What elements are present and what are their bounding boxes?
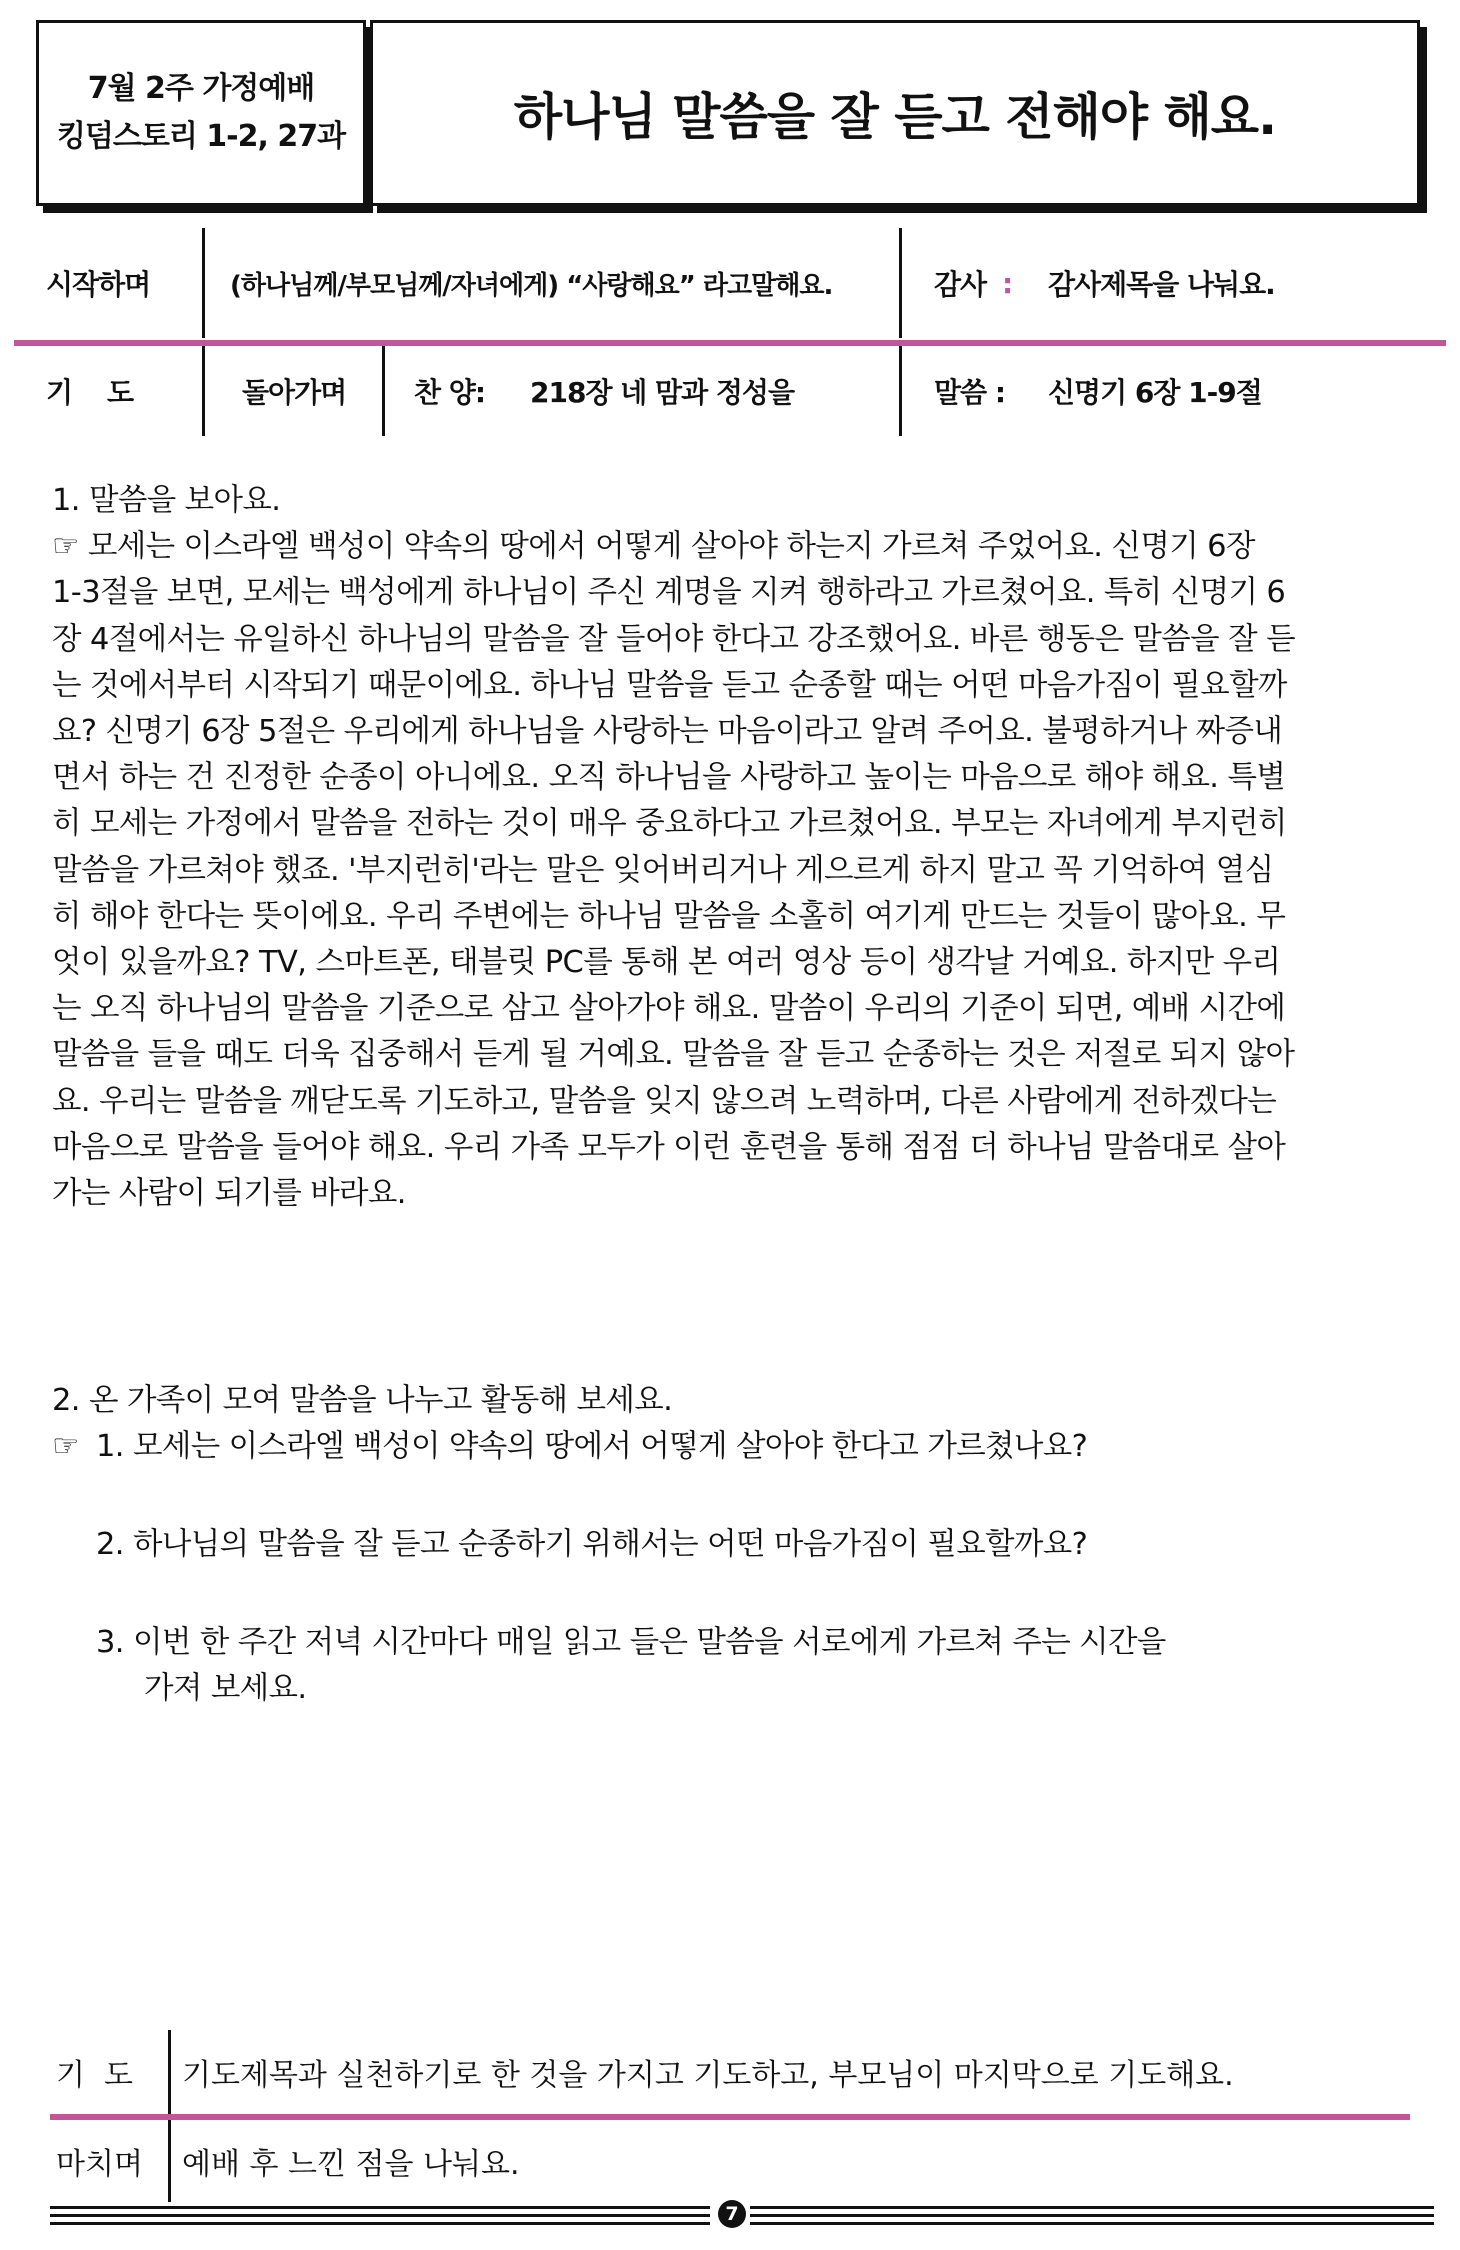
word-text: 신명기 6장 1-9절: [1048, 376, 1262, 409]
footer-prayer-text: 기도제목과 실천하기로 한 것을 가지고 기도하고, 부모님이 마지막으로 기도해요.: [182, 2058, 1234, 2093]
body-line: 엇이 있을까요? TV, 스마트폰, 태블릿 PC를 통해 본 여러 영상 등이 생각날 거예요. 하지만 우리: [52, 945, 1281, 981]
footer-closing-label: 마치며: [56, 2147, 143, 2182]
body-line: 는 오직 하나님의 말씀을 기준으로 삼고 살아가야 해요. 말씀이 우리의 기준이 되면, 예배 시간에: [52, 991, 1286, 1027]
body-line: 말씀을 가르쳐야 했죠. '부지런히'라는 말은 잊어버리거나 게으르게 하지 말고 꼭 기억하여 열심: [52, 852, 1274, 888]
section-1-heading: 1. 말씀을 보아요.: [52, 483, 281, 518]
body-line: 히 모세는 가정에서 말씀을 전하는 것이 매우 중요하다고 가르쳤어요. 부모는 자녀에게 부지런히: [52, 806, 1287, 842]
body-line: 히 해야 한다는 뜻이에요. 우리 주변에는 하나님 말씀을 소홀히 여기게 만드는 것들이 많아요. 무: [52, 898, 1286, 934]
thanks-text: 감사제목을 나눠요.: [1048, 268, 1275, 301]
body-line: 마음으로 말씀을 들어야 해요. 우리 가족 모두가 이런 훈련을 통해 점점 더 하나님 말씀대로 살아: [52, 1129, 1286, 1165]
divider: [899, 346, 902, 436]
page-number-badge: 7: [718, 2200, 746, 2228]
footer-rule-left: [50, 2214, 710, 2217]
divider: [899, 228, 902, 338]
page-title: 하나님 말씀을 잘 듣고 전해야 해요.: [513, 88, 1277, 146]
body-line: 면서 하는 건 진정한 순종이 아니에요. 오직 하나님을 사랑하고 높이는 마음으로 해야 해요. 특별: [52, 760, 1286, 796]
question-3: 3. 이번 한 주간 저녁 시간마다 매일 읽고 들은 말씀을 서로에게 가르쳐 주는 시간을: [96, 1625, 1166, 1660]
page-title-box: [370, 20, 1420, 206]
thanks-colon: :: [1002, 266, 1013, 300]
section-2-heading: 2. 온 가족이 모여 말씀을 나누고 활동해 보세요.: [52, 1383, 673, 1418]
question-1: 1. 모세는 이스라엘 백성이 약속의 땅에서 어떻게 살아야 한다고 가르쳤나요?: [96, 1429, 1088, 1464]
footer-rule-left: [50, 2206, 710, 2209]
week-label: 7월 2주 가정예배: [87, 71, 315, 106]
divider: [202, 228, 205, 338]
order-row-prayer: [16, 346, 1446, 436]
footer-prayer-row: [52, 2030, 1412, 2114]
thanks-label: 감사: [934, 268, 987, 301]
order-row-start: [16, 228, 1446, 338]
body-line: 가는 사람이 되기를 바라요.: [52, 1176, 406, 1212]
footer-rule-right: [750, 2222, 1434, 2225]
footer-prayer-label: 기 도: [56, 2058, 134, 2093]
divider: [382, 346, 385, 436]
lesson-label: 킹덤스토리 1-2, 27과: [56, 119, 346, 154]
footer-closing-row: [52, 2120, 1412, 2202]
body-line: 요. 우리는 말씀을 깨닫도록 기도하고, 말씀을 잊지 않으려 노력하며, 다른 사람에게 전하겠다는: [52, 1083, 1277, 1119]
footer-closing-text: 예배 후 느낀 점을 나눠요.: [182, 2147, 520, 2182]
body-line: 장 4절에서는 유일하신 하나님의 말씀을 잘 들어야 한다고 강조했어요. 바른 행동은 말씀을 잘 듣: [52, 621, 1295, 657]
footer-rule-right: [750, 2206, 1434, 2209]
divider: [168, 2030, 171, 2114]
start-text: (하나님께/부모님께/자녀에게) “사랑해요” 라고말해요.: [230, 270, 833, 301]
footer-rule-right: [750, 2214, 1434, 2217]
prayer-text: 돌아가며: [242, 376, 347, 409]
section-1: [52, 478, 1432, 1217]
start-label: 시작하며: [46, 268, 151, 301]
body-line: 요? 신명기 6장 5절은 우리에게 하나님을 사랑하는 마음이라고 알려 주어요. 불평하거나 짜증내: [52, 714, 1283, 750]
word-label: 말씀 :: [934, 376, 1006, 409]
divider: [202, 346, 205, 436]
week-info-box: [36, 20, 366, 206]
body-line: 1-3절을 보면, 모세는 백성에게 하나님이 주신 계명을 지켜 행하라고 가르쳤어요. 특히 신명기 6: [52, 575, 1286, 611]
question-3-cont: 가져 보세요.: [144, 1671, 307, 1706]
footer-rule-left: [50, 2222, 710, 2225]
body-line: ☞ 모세는 이스라엘 백성이 약속의 땅에서 어떻게 살아야 하는지 가르쳐 주었어요. 신명기 6장: [52, 529, 1255, 565]
hymn-text: 218장 네 맘과 정성을: [530, 376, 795, 409]
divider: [168, 2120, 171, 2202]
prayer-label: 기 도: [46, 376, 134, 409]
hymn-label: 찬 양:: [414, 376, 486, 409]
pointer-icon: ☞: [52, 1429, 79, 1464]
body-line: 말씀을 들을 때도 더욱 집중해서 듣게 될 거예요. 말씀을 잘 듣고 순종하는 것은 저절로 되지 않아: [52, 1037, 1295, 1073]
question-2: 2. 하나님의 말씀을 잘 듣고 순종하기 위해서는 어떤 마음가짐이 필요할까요?: [96, 1527, 1088, 1562]
body-line: 는 것에서부터 시작되기 때문이에요. 하나님 말씀을 듣고 순종할 때는 어떤 마음가짐이 필요할까: [52, 667, 1287, 703]
